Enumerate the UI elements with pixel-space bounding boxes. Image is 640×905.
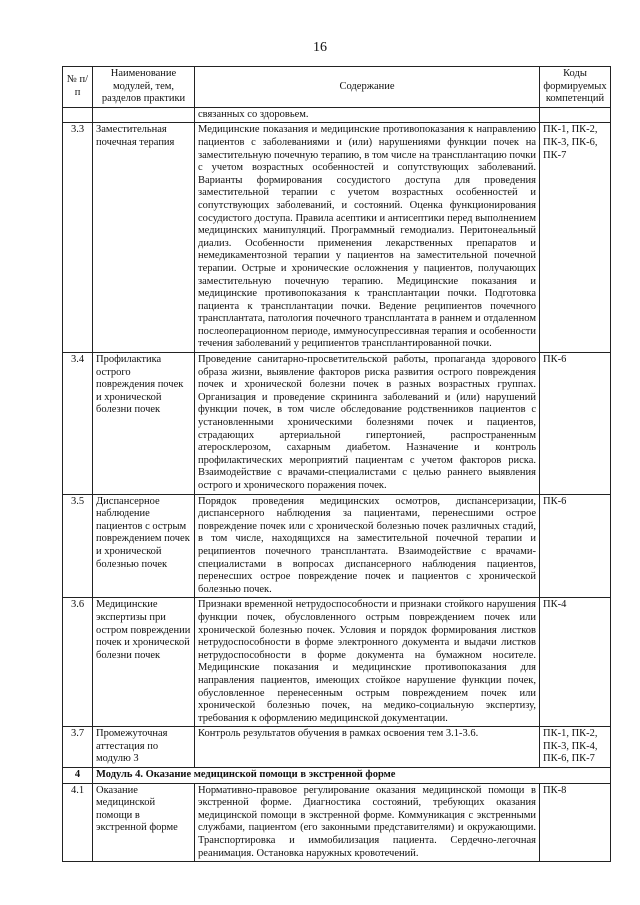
row-name: Медицинские экспертизы при остром повреждении почек и хронической болезни почек xyxy=(93,598,195,727)
row-content: Контроль результатов обучения в рамках освоения тем 3.1-3.6. xyxy=(195,727,540,768)
header-name: Наименование модулей, тем, разделов практики xyxy=(93,67,195,108)
module-row xyxy=(63,768,611,784)
table-row xyxy=(63,783,611,862)
row-content: Порядок проведения медицинских осмотров, диспансеризации, диспансерного наблюдения за пациентами, перенесшими острое повреждение почек или с хронической болезнью почек различных стадий, в том числе, находящихся на заместительной почечной терапии и реципиентов почечного трансплантата. Взаимодействие с врачами-специалистами в вопросах диспансерного наблюдения пациентов, перенесших острое повреждение почек и пациентов с хронической болезнью почек. xyxy=(195,494,540,598)
continuation-text: связанных со здоровьем. xyxy=(195,107,540,123)
row-num: 3.3 xyxy=(63,123,93,353)
continuation-row xyxy=(63,107,611,123)
row-name: Заместительная почечная терапия xyxy=(93,123,195,353)
row-codes: ПК-1, ПК-2, ПК-3, ПК-4, ПК-6, ПК-7 xyxy=(540,727,611,768)
row-content: Проведение санитарно-просветительской работы, пропаганда здорового образа жизни, выявление факторов риска развития острого повреждения почек и хронической болезни почек в разных возрастных группах. Организация и проведение скрининга заболеваний и (или) нарушений функции почек, в том числе обследование родственников пациентов с установленными хроническими болезнями почек и пациентов, страдающих артериальной гипертонией, распространенным атеросклерозом, сахарным диабетом. Назначение и контроль профилактических мероприятий пациентам с учетом факторов риска. Взаимодействие с врачами-специалистами с целью раннего выявления острого и хронического поражения почек. xyxy=(195,353,540,495)
row-num: 3.5 xyxy=(63,494,93,598)
row-content: Нормативно-правовое регулирование оказания медицинской помощи в экстренной форме. Диагностика состояний, требующих оказания медицинской помощи в экстренной форме. Коммуникация с экстренными службами, пациентом (его законными представителями) и окружающими. Транспортировка и иммобилизация пациента. Сердечно-легочная реанимация. Остановка наружных кровотечений. xyxy=(195,783,540,862)
row-codes: ПК-6 xyxy=(540,494,611,598)
table-row xyxy=(63,494,611,598)
row-num: 3.4 xyxy=(63,353,93,495)
module-num: 4 xyxy=(63,768,93,784)
table-row xyxy=(63,123,611,353)
header-codes: Коды формируемых компетенций xyxy=(540,67,611,108)
row-num: 4.1 xyxy=(63,783,93,862)
curriculum-table xyxy=(62,66,611,862)
row-codes: ПК-1, ПК-2, ПК-3, ПК-6, ПК-7 xyxy=(540,123,611,353)
row-codes: ПК-6 xyxy=(540,353,611,495)
row-codes: ПК-8 xyxy=(540,783,611,862)
row-content: Медицинские показания и медицинские противопоказания к направлению пациентов с заболеваниями и (или) нарушениями функции почек на заместительную почечную терапию, в том числе на трансплантацию почки с учетом возрастных особенностей и сопутствующих заболеваний. Варианты формирования сосудистого доступа для проведения заместительной терапии с учетом возрастных особенностей и сопутствующих заболеваний, и состояний. Оценка функционирования сосудистого доступа. Правила асептики и антисептики перед выполнением медицинских манипуляций. Программный гемодиализ. Перитонеальный диализ. Особенности применения лекарственных препаратов и немедикаментозной терапии у пациентов на заместительной почечной терапии. Острые и хронические осложнения у пациентов, получающих заместительную почечную терапию. Медицинские показания и медицинские противопоказания к трансплантации почки. Подготовка пациента к трансплантации почки. Ведение реципиентов почечного трансплантата, патология почечного трансплантата в раннем и отдаленном послеоперационном периоде, иммуносупрессивная терапия и особенности течения заболеваний у реципиентов трансплантированной почки. xyxy=(195,123,540,353)
row-name: Промежуточная аттестация по модулю 3 xyxy=(93,727,195,768)
row-name: Профилактика острого повреждения почек и хронической болезни почек xyxy=(93,353,195,495)
row-name: Оказание медицинской помощи в экстренной форме xyxy=(93,783,195,862)
header-num: № п/п xyxy=(63,67,93,108)
header-content: Содержание xyxy=(195,67,540,108)
table-header-row xyxy=(63,67,611,108)
row-name: Диспансерное наблюдение пациентов с острым повреждением почек и хронической болезнью почек xyxy=(93,494,195,598)
table-row xyxy=(63,727,611,768)
table-row xyxy=(63,353,611,495)
row-content: Признаки временной нетрудоспособности и признаки стойкого нарушения функции почек, обусловленного острым повреждением почек или хронической болезнью почек. Условия и порядок формирования листков нетрудоспособности в форме электронного документа и выдачи листков нетрудоспособности в форме документа на бумажном носителе. Медицинские показания и медицинские противопоказания для направления пациентов, имеющих стойкое нарушение функции почек, обусловленное перенесенным острым повреждением почек или хронической болезнью почек, на медико-социальную экспертизу, требования к оформлению медицинской документации. xyxy=(195,598,540,727)
table-row xyxy=(63,598,611,727)
page-number: 16 xyxy=(313,40,327,55)
row-num: 3.6 xyxy=(63,598,93,727)
row-codes: ПК-4 xyxy=(540,598,611,727)
module-title: Модуль 4. Оказание медицинской помощи в экстренной форме xyxy=(93,768,611,784)
row-num: 3.7 xyxy=(63,727,93,768)
